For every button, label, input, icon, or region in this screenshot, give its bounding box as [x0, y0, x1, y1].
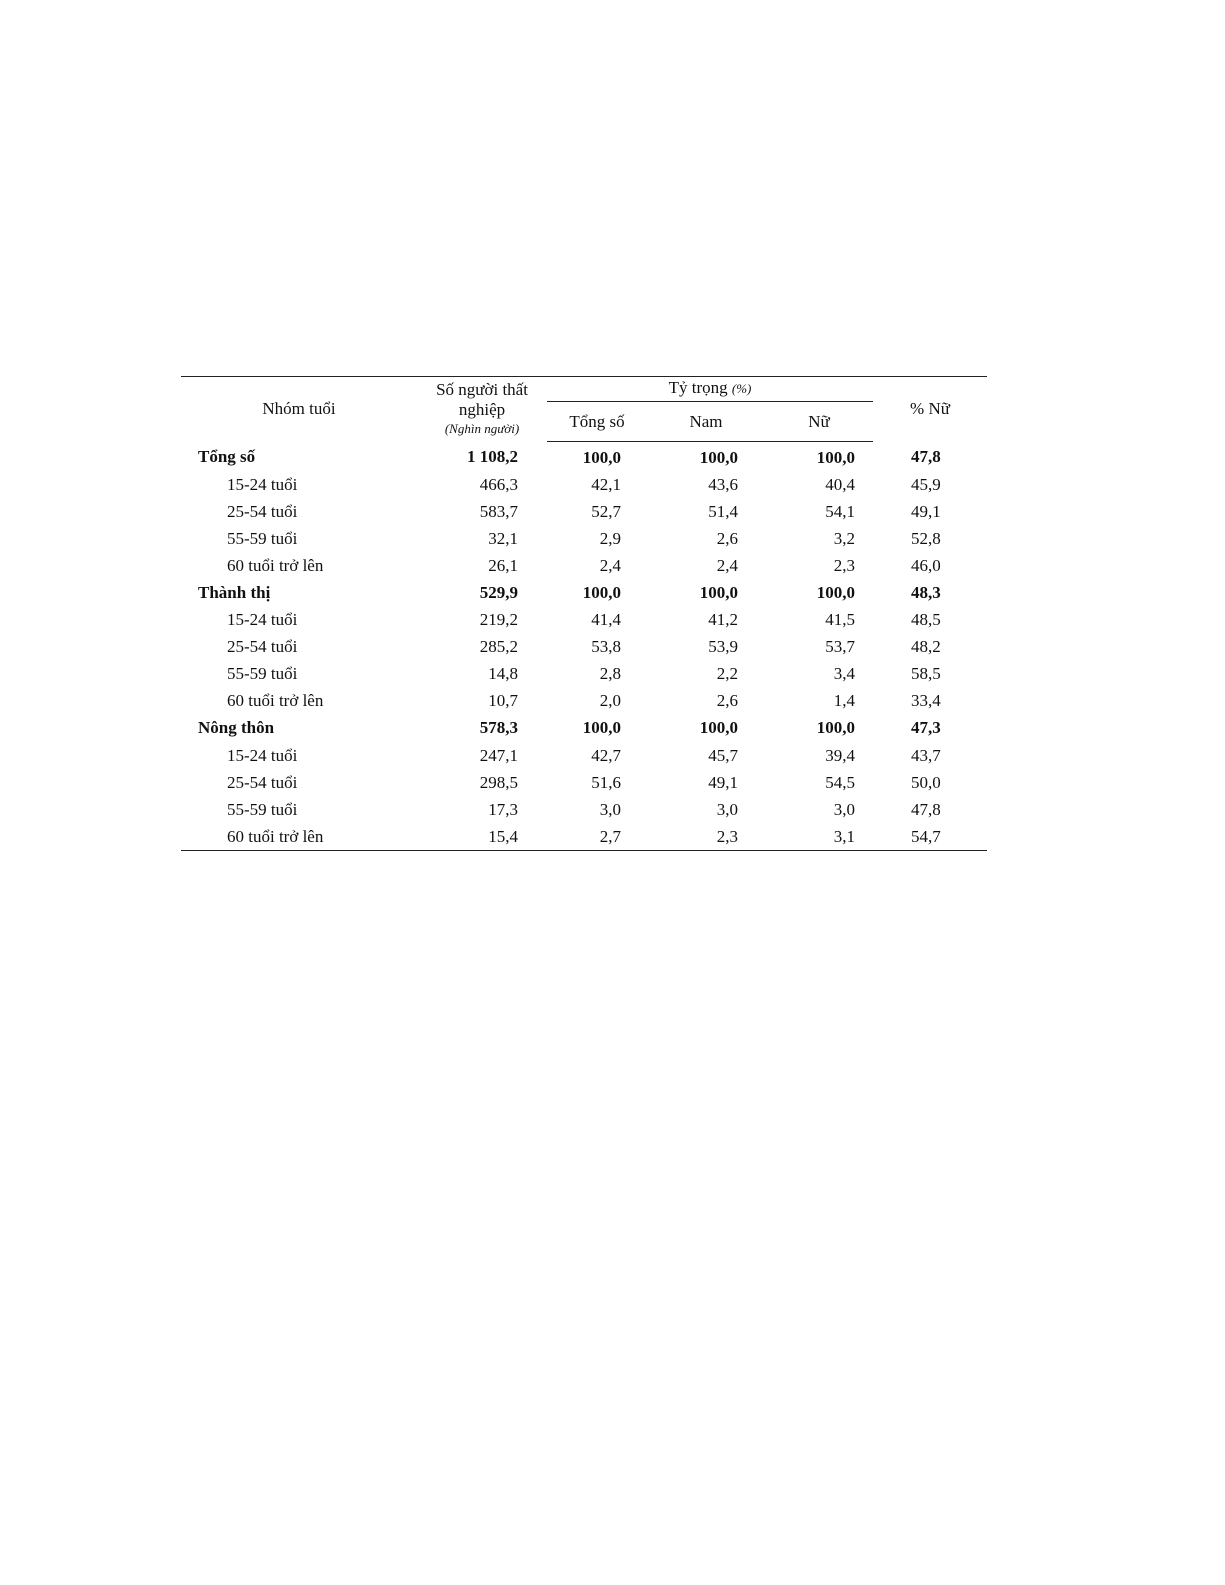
cell-female: 3,4: [833, 664, 855, 684]
table-row: [181, 441, 987, 471]
cell-total: 42,1: [591, 474, 621, 494]
cell-total: 41,4: [591, 610, 621, 630]
cell-count: 466,3: [479, 474, 518, 494]
unemployment-table-container: [181, 376, 987, 851]
cell-total: 100,0: [582, 447, 621, 467]
table-row: [181, 823, 987, 851]
cell-pct-female: 50,0: [911, 772, 941, 792]
header-row-top: [181, 377, 987, 404]
cell-male: 53,9: [708, 637, 738, 657]
cell-total: 3,0: [599, 799, 621, 819]
cell-female: 3,0: [833, 799, 855, 819]
cell-total: 2,9: [599, 528, 621, 548]
cell-count: 14,8: [488, 664, 518, 684]
cell-female: 54,5: [825, 772, 855, 792]
cell-pct-female: 45,9: [911, 474, 941, 494]
table-row: [181, 660, 987, 687]
table-row: [181, 796, 987, 823]
cell-female: 54,1: [825, 501, 855, 521]
table-header: [181, 377, 987, 442]
cell-count: 298,5: [479, 772, 518, 792]
cell-pct-female: 46,0: [911, 555, 941, 575]
header-unemployed-line2: nghiệp: [458, 400, 506, 419]
table-row: [181, 742, 987, 769]
cell-count: 578,3: [479, 718, 518, 738]
row-label: 60 tuổi trở lên: [227, 555, 324, 575]
cell-male: 45,7: [708, 745, 738, 765]
cell-male: 43,6: [708, 474, 738, 494]
row-label: 60 tuổi trở lên: [181, 823, 417, 851]
cell-male: 41,2: [708, 610, 738, 630]
cell-count: 1 108,2: [467, 447, 518, 467]
header-unemployed-line1: Số người thất: [436, 380, 528, 399]
cell-female: 41,5: [825, 610, 855, 630]
cell-count: 219,2: [479, 610, 518, 630]
table-row: [181, 525, 987, 552]
row-label: 55-59 tuổi: [227, 799, 298, 819]
cell-count: 32,1: [488, 528, 518, 548]
cell-female: 100,0: [816, 718, 855, 738]
header-share-text: Tỷ trọng: [668, 378, 728, 398]
cell-pct-female: 54,7: [873, 823, 987, 851]
header-share-female: Nữ: [765, 404, 873, 441]
table-body: [181, 441, 987, 850]
cell-female: 39,4: [825, 745, 855, 765]
header-pct-female: % Nữ: [873, 377, 987, 442]
table-row: [181, 471, 987, 498]
cell-male: 49,1: [708, 772, 738, 792]
cell-female: 3,2: [833, 528, 855, 548]
cell-total: 2,8: [599, 664, 621, 684]
table-row: [181, 769, 987, 796]
cell-pct-female: 52,8: [911, 528, 941, 548]
cell-male: 2,6: [716, 691, 738, 711]
row-label: Nông thôn: [198, 718, 275, 738]
table-row: [181, 579, 987, 606]
cell-total: 2,0: [599, 691, 621, 711]
cell-count: 583,7: [479, 501, 518, 521]
cell-total: 52,7: [591, 501, 621, 521]
table-row: [181, 687, 987, 714]
table-row: [181, 633, 987, 660]
cell-total: 100,0: [582, 718, 621, 738]
cell-pct-female: 58,5: [911, 664, 941, 684]
row-label: Tổng số: [198, 447, 256, 467]
cell-total: 2,7: [547, 823, 647, 851]
header-share-total: Tổng số: [547, 404, 647, 441]
cell-female: 100,0: [816, 447, 855, 467]
table-row: [181, 606, 987, 633]
cell-female: 53,7: [825, 637, 855, 657]
cell-pct-female: 48,5: [911, 610, 941, 630]
cell-total: 2,4: [599, 555, 621, 575]
cell-male: 2,6: [716, 528, 738, 548]
row-label: 60 tuổi trở lên: [227, 691, 324, 711]
cell-pct-female: 47,3: [911, 718, 941, 738]
cell-total: 42,7: [591, 745, 621, 765]
header-share-unit: (%): [731, 381, 752, 397]
cell-male: 2,2: [716, 664, 738, 684]
row-label: 55-59 tuổi: [227, 528, 298, 548]
row-label: 15-24 tuổi: [227, 610, 298, 630]
row-label: Thành thị: [198, 583, 271, 603]
cell-male: 2,4: [716, 555, 738, 575]
cell-pct-female: 47,8: [911, 799, 941, 819]
row-label: 55-59 tuổi: [227, 664, 298, 684]
unemployment-by-age-table: [181, 376, 987, 851]
cell-count: 285,2: [479, 637, 518, 657]
cell-male: 51,4: [708, 501, 738, 521]
row-label: 15-24 tuổi: [227, 745, 298, 765]
cell-pct-female: 49,1: [911, 501, 941, 521]
cell-count: 15,4: [417, 823, 547, 851]
table-row: [181, 714, 987, 741]
cell-female: 3,1: [765, 823, 873, 851]
cell-male: 3,0: [716, 799, 738, 819]
cell-female: 2,3: [833, 555, 855, 575]
cell-pct-female: 43,7: [911, 745, 941, 765]
table-row: [181, 498, 987, 525]
cell-count: 247,1: [479, 745, 518, 765]
cell-male: 100,0: [699, 718, 738, 738]
header-unemployed-count: [417, 377, 547, 442]
cell-pct-female: 33,4: [911, 691, 941, 711]
table-row: [181, 552, 987, 579]
cell-male: 100,0: [699, 447, 738, 467]
cell-total: 100,0: [582, 583, 621, 603]
cell-count: 26,1: [488, 555, 518, 575]
cell-male: 2,3: [647, 823, 765, 851]
cell-total: 51,6: [591, 772, 621, 792]
header-share: [547, 377, 873, 404]
row-label: 25-54 tuổi: [227, 501, 298, 521]
cell-female: 100,0: [816, 583, 855, 603]
header-share-male: Nam: [647, 404, 765, 441]
cell-pct-female: 47,8: [911, 447, 941, 467]
header-unemployed-unit: (Nghìn người): [444, 421, 520, 436]
cell-pct-female: 48,3: [911, 583, 941, 603]
row-label: 25-54 tuổi: [227, 772, 298, 792]
cell-count: 17,3: [488, 799, 518, 819]
cell-female: 1,4: [833, 691, 855, 711]
header-share-label: [547, 378, 873, 402]
cell-count: 10,7: [488, 691, 518, 711]
cell-total: 53,8: [591, 637, 621, 657]
row-label: 15-24 tuổi: [227, 474, 298, 494]
header-age-group: Nhóm tuổi: [181, 377, 417, 442]
cell-male: 100,0: [699, 583, 738, 603]
cell-count: 529,9: [479, 583, 518, 603]
row-label: 25-54 tuổi: [227, 637, 298, 657]
cell-pct-female: 48,2: [911, 637, 941, 657]
cell-female: 40,4: [825, 474, 855, 494]
